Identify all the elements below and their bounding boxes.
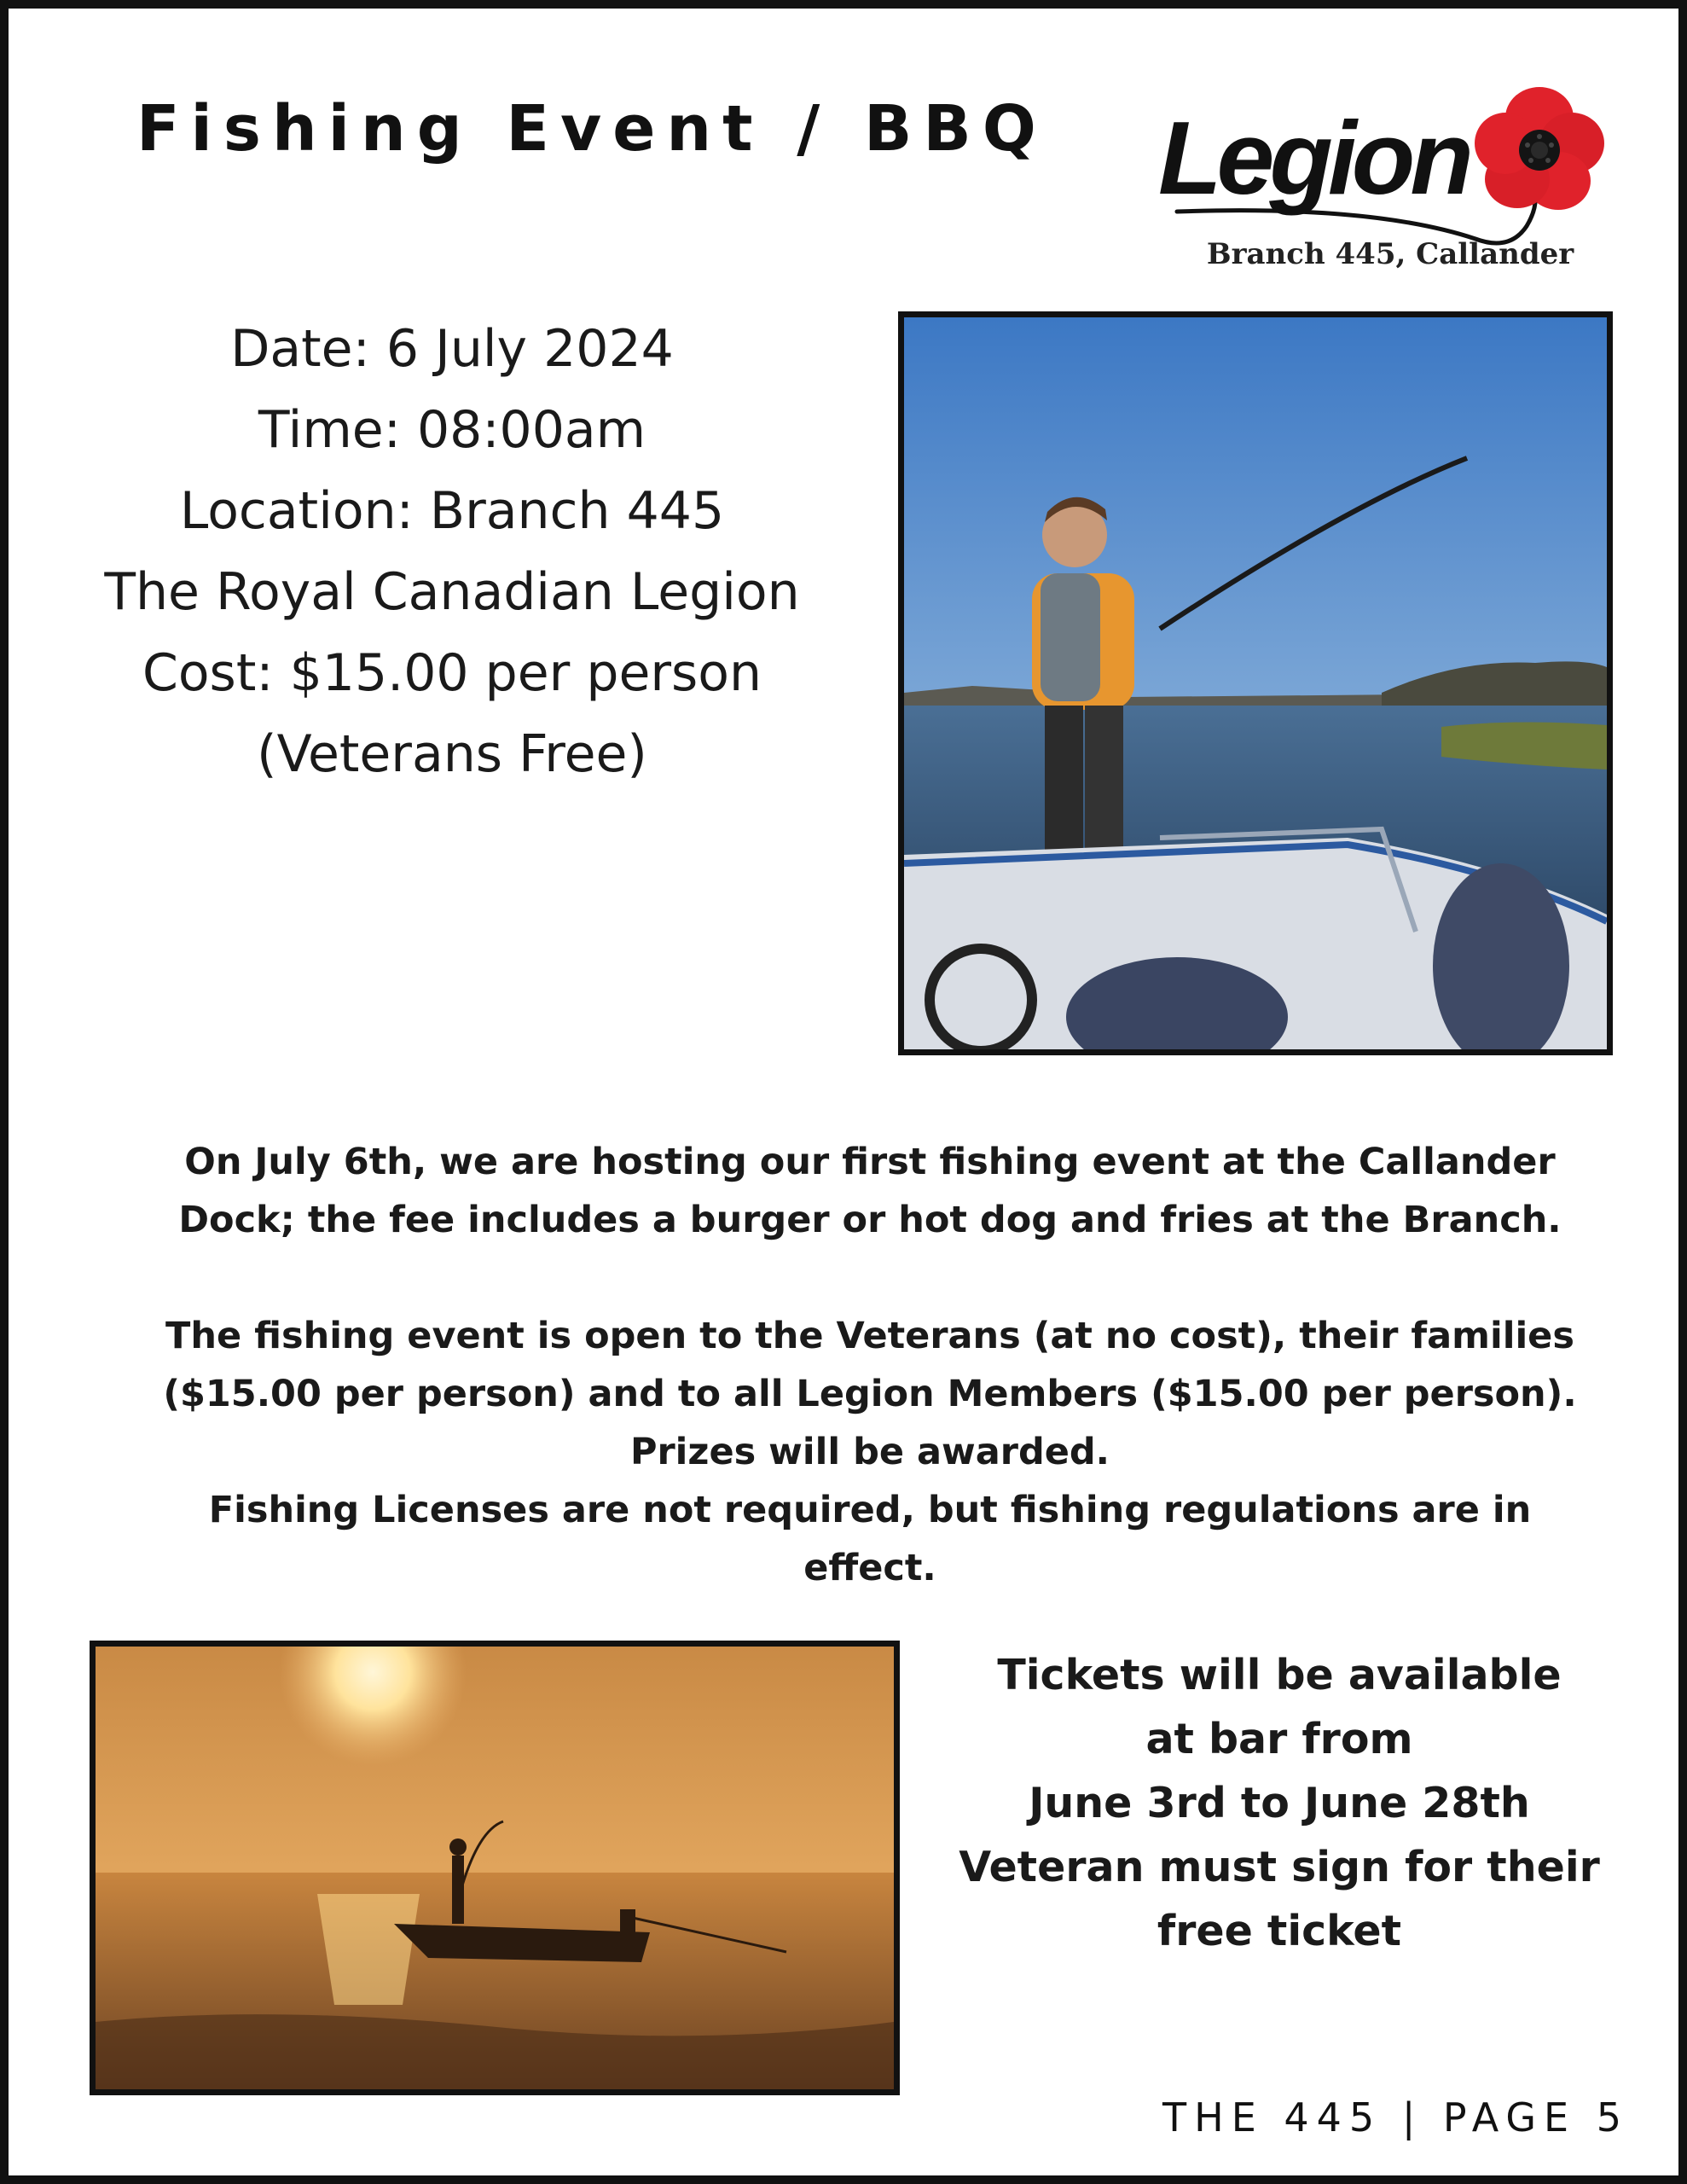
event-organization: The Royal Canadian Legion	[104, 562, 800, 622]
ticket-line: Tickets will be available	[997, 1651, 1562, 1699]
man-fishing-on-boat-photo	[898, 311, 1613, 1055]
description-line: Prizes will be awarded.	[629, 1431, 1110, 1473]
sunset-photo-graphic	[96, 1647, 894, 2089]
event-description	[136, 1133, 1603, 1597]
description-line: The fishing event is open to the Veterans (at no cost), their families	[165, 1315, 1574, 1357]
sunset-fishing-boat-photo	[90, 1641, 900, 2095]
ticket-line: June 3rd to June 28th	[1029, 1779, 1530, 1827]
event-details	[51, 309, 853, 795]
event-location: Location: Branch 445	[179, 481, 725, 541]
event-cost: Cost: $15.00 per person	[142, 643, 762, 703]
legion-logo	[1151, 77, 1629, 290]
fishing-photo-graphic	[904, 317, 1607, 1049]
branch-name: Branch 445, Callander	[1206, 237, 1574, 271]
paragraph-gap	[136, 1249, 1603, 1307]
description-line: ($15.00 per person) and to all Legion Members ($15.00 per person).	[163, 1373, 1577, 1415]
event-date: Date: 6 July 2024	[230, 319, 674, 379]
page-footer: THE 445 | PAGE 5	[1162, 2094, 1629, 2140]
page-title: Fishing Event / BBQ	[136, 92, 1047, 166]
event-time: Time: 08:00am	[258, 400, 646, 460]
ticket-info	[947, 1643, 1612, 1963]
description-line: Fishing Licenses are not required, but fishing regulations are in effect.	[208, 1489, 1532, 1589]
description-line: Dock; the fee includes a burger or hot dog and fries at the Branch.	[178, 1199, 1562, 1241]
ticket-line: free ticket	[1157, 1907, 1402, 1955]
event-veterans-note: (Veterans Free)	[257, 724, 647, 784]
ticket-line: Veteran must sign for their	[959, 1843, 1600, 1891]
description-line: On July 6th, we are hosting our first fishing event at the Callander	[184, 1141, 1556, 1183]
poppy-icon	[1475, 87, 1604, 210]
ticket-line: at bar from	[1145, 1715, 1413, 1763]
logo-wordmark: Legion	[1158, 100, 1469, 216]
